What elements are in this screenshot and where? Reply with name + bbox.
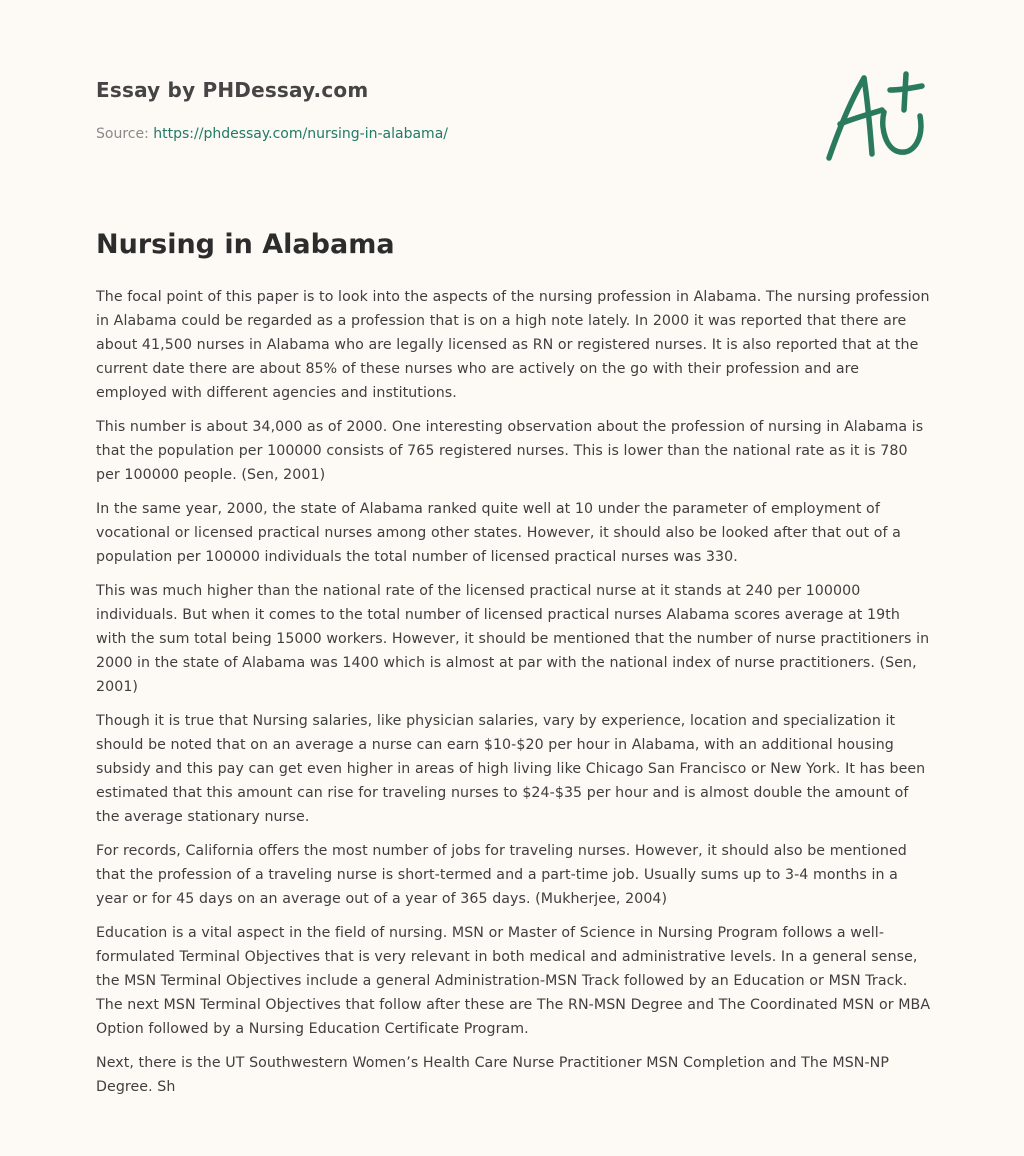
source-label: Source:: [96, 126, 154, 142]
article-title: Nursing in Alabama: [96, 229, 395, 260]
paragraph: Though it is true that Nursing salaries, like physician salaries, vary by experience, location and specialization it should be noted that on an average a nurse can earn $10-$20 per hour in Alabama, with an additional housing subsidy and this pay can get even higher in areas of high living like Chicago San Francisco or New York. It has been estimated that this amount can rise for traveling nurses to $24-$35 per hour and is almost double the amount of the average stationary nurse.: [96, 713, 926, 825]
paragraph: This number is about 34,000 as of 2000. One interesting observation about the profession of nursing in Alabama is that the population per 100000 consists of 765 registered nurses. This is lower than the national rate as it is 780 per 100000 people. (Sen, 2001): [96, 419, 924, 483]
paragraph: In the same year, 2000, the state of Alabama ranked quite well at 10 under the parameter of employment of vocational or licensed practical nurses among other states. However, it should also be looked after that out of a population per 100000 individuals the total number of licensed practical nurses was 330.: [96, 501, 901, 565]
article-body: [96, 285, 932, 1109]
source-line: [96, 124, 796, 144]
paragraph: The focal point of this paper is to look into the aspects of the nursing profession in Alabama. The nursing profession in Alabama could be regarded as a profession that is on a high note lately. In 2000 it was reported that there are about 41,500 nurses in Alabama who are legally licensed as RN or registered nurses. It is also reported that at the current date there are about 85% of these nurses who are actively on the go with their profession and are employed with different agencies and institutions.: [96, 289, 930, 401]
paragraph: This was much higher than the national rate of the licensed practical nurse at it stands at 240 per 100000 individuals. But when it comes to the total number of licensed practical nurses Alabama scores average at 19th with the sum total being 15000 workers. However, it should be mentioned that the number of nurse practitioners in 2000 in the state of Alabama was 1400 which is almost at par with the national index of nurse practitioners. (Sen, 2001): [96, 583, 930, 695]
paragraph: Education is a vital aspect in the field of nursing. MSN or Master of Science in Nursing Program follows a well-formulated Terminal Objectives that is very relevant in both medical and administrative levels. In a general sense, the MSN Terminal Objectives include a general Administration-MSN Track followed by an Education or MSN Track. The next MSN Terminal Objectives that follow after these are The RN-MSN Degree and The Coordinated MSN or MBA Option followed by a Nursing Education Certificate Program.: [96, 925, 931, 1037]
a-plus-grade-icon: [820, 66, 930, 166]
source-link[interactable]: https://phdessay.com/nursing-in-alabama/: [153, 126, 448, 142]
brand-title: Essay by PHDessay.com: [96, 78, 369, 102]
page-header: [96, 76, 796, 144]
paragraph: Next, there is the UT Southwestern Women’s Health Care Nurse Practitioner MSN Completion and The MSN-NP Degree. Sh: [96, 1055, 890, 1095]
paragraph: For records, California offers the most number of jobs for traveling nurses. However, it should also be mentioned that the profession of a traveling nurse is short-termed and a part-time job. Usually sums up to 3-4 months in a year or for 45 days on an average out of a year of 365 days. (Mukherjee, 2004): [96, 843, 907, 907]
